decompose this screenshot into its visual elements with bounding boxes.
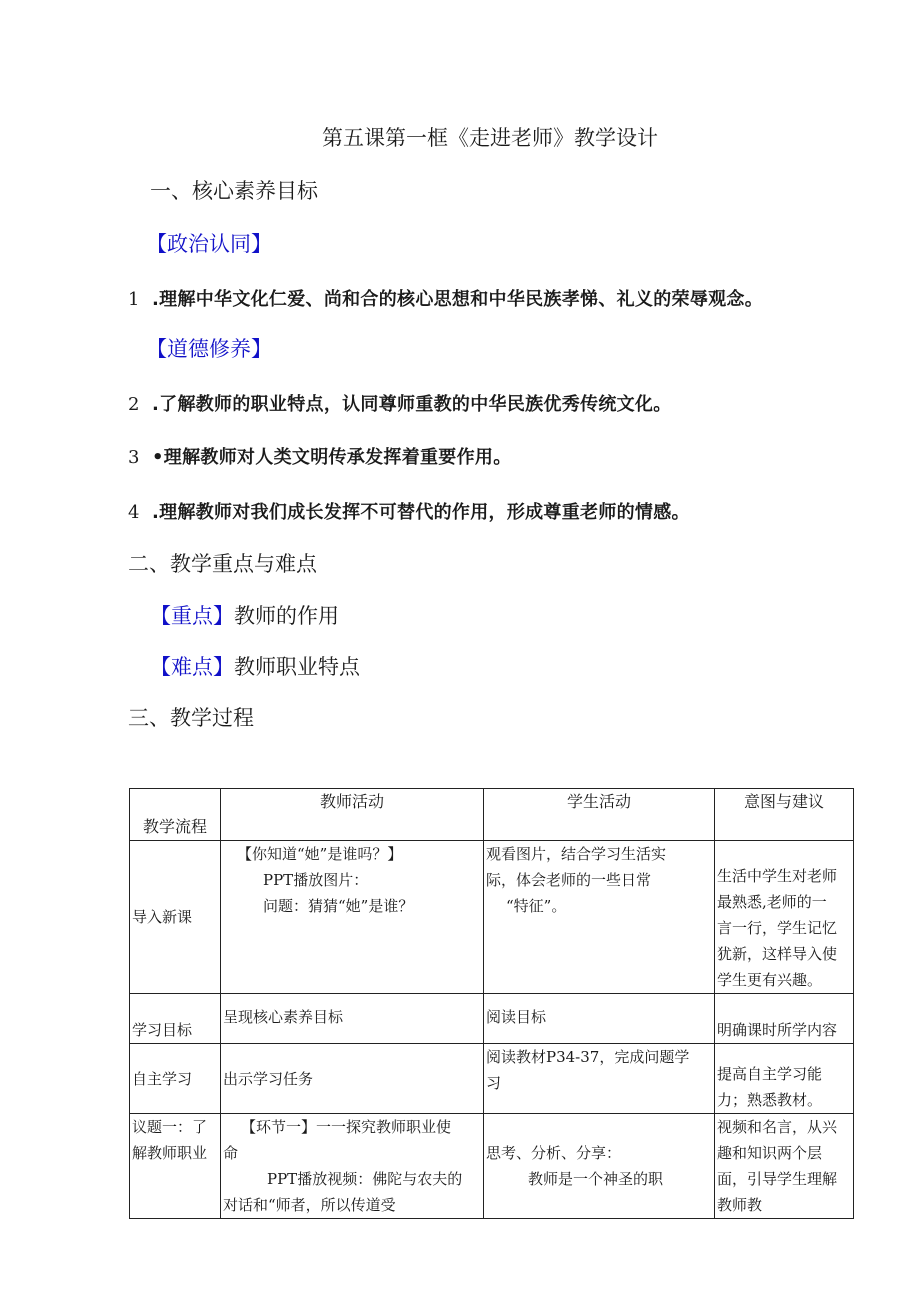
cell-intent: 视频和名言，从兴 趣和知识两个层 面，引导学生理解 教师教: [715, 1114, 854, 1219]
cell-teacher: 【环节一】一一探究教师职业使 命 PPT播放视频：佛陀与农夫的 对话和“师者，所以传道受: [221, 1114, 484, 1219]
section-heading-2: 二、教学重点与难点: [128, 552, 317, 576]
header-cell: 教师活动: [221, 789, 484, 841]
header-cell: 意图与建议: [715, 789, 854, 841]
cell-student: 观看图片，结合学习生活实 际，体会老师的一些日常 “特征”。: [484, 841, 715, 994]
cell-flow: 学习目标: [130, 994, 221, 1044]
tag-political: 【政治认同】: [146, 232, 272, 256]
cell-intent: 生活中学生对老师 最熟悉,老师的一 言一行，学生记忆 犹新，这样导入使 学生更有兴趣。: [715, 841, 854, 994]
header-cell: 学生活动: [484, 789, 715, 841]
cell-student: 阅读教材P34-37，完成问题学 习: [484, 1044, 715, 1114]
goal-item: 1 .理解中华文化仁爱、尚和合的核心思想和中华民族孝悌、礼义的荣辱观念。: [128, 289, 764, 310]
table-row: [130, 841, 854, 994]
table-row: [130, 994, 854, 1044]
cell-teacher: 出示学习任务: [221, 1044, 484, 1114]
tag-moral-label: 道德修养: [167, 337, 251, 361]
process-table: [129, 788, 854, 1219]
section-heading-1: 一、核心素养目标: [150, 179, 318, 203]
section-heading-3: 三、教学过程: [128, 706, 254, 730]
page-title: 第五课第一框《走进老师》教学设计: [322, 126, 658, 150]
cell-student: 思考、分析、分享： 教师是一个神圣的职: [484, 1114, 715, 1219]
cell-intent: 提高自主学习能 力；熟悉教材。: [715, 1044, 854, 1114]
table-header-row: [130, 789, 854, 841]
key-point: 【重点】教师的作用: [150, 604, 339, 628]
header-cell: 教学流程: [130, 789, 221, 841]
cell-flow: 自主学习: [130, 1044, 221, 1114]
cell-student: 阅读目标: [484, 994, 715, 1044]
key-point-text: 教师的作用: [234, 604, 339, 628]
goal-item: 4 .理解教师对我们成长发挥不可替代的作用，形成尊重老师的情感。: [128, 502, 690, 523]
goal-item: 3 •理解教师对人类文明传承发挥着重要作用。: [128, 447, 512, 468]
table-row: [130, 1044, 854, 1114]
difficult-point-label: 难点: [171, 655, 213, 679]
cell-teacher: 【你知道“她”是谁吗？】 PPT播放图片： 问题：猜猜“她”是谁？: [221, 841, 484, 994]
cell-flow: 导入新课: [130, 841, 221, 994]
difficult-point: 【难点】教师职业特点: [150, 655, 360, 679]
cell-teacher: 呈现核心素养目标: [221, 994, 484, 1044]
cell-intent: 明确课时所学内容: [715, 994, 854, 1044]
key-point-label: 重点: [171, 604, 213, 628]
cell-flow: 议题一：了 解教师职业: [130, 1114, 221, 1219]
difficult-point-text: 教师职业特点: [234, 655, 360, 679]
tag-political-label: 政治认同: [167, 232, 251, 256]
tag-moral: 【道德修养】: [146, 337, 272, 361]
goal-item: 2 .了解教师的职业特点，认同尊师重教的中华民族优秀传统文化。: [128, 394, 672, 415]
table-row: [130, 1114, 854, 1219]
